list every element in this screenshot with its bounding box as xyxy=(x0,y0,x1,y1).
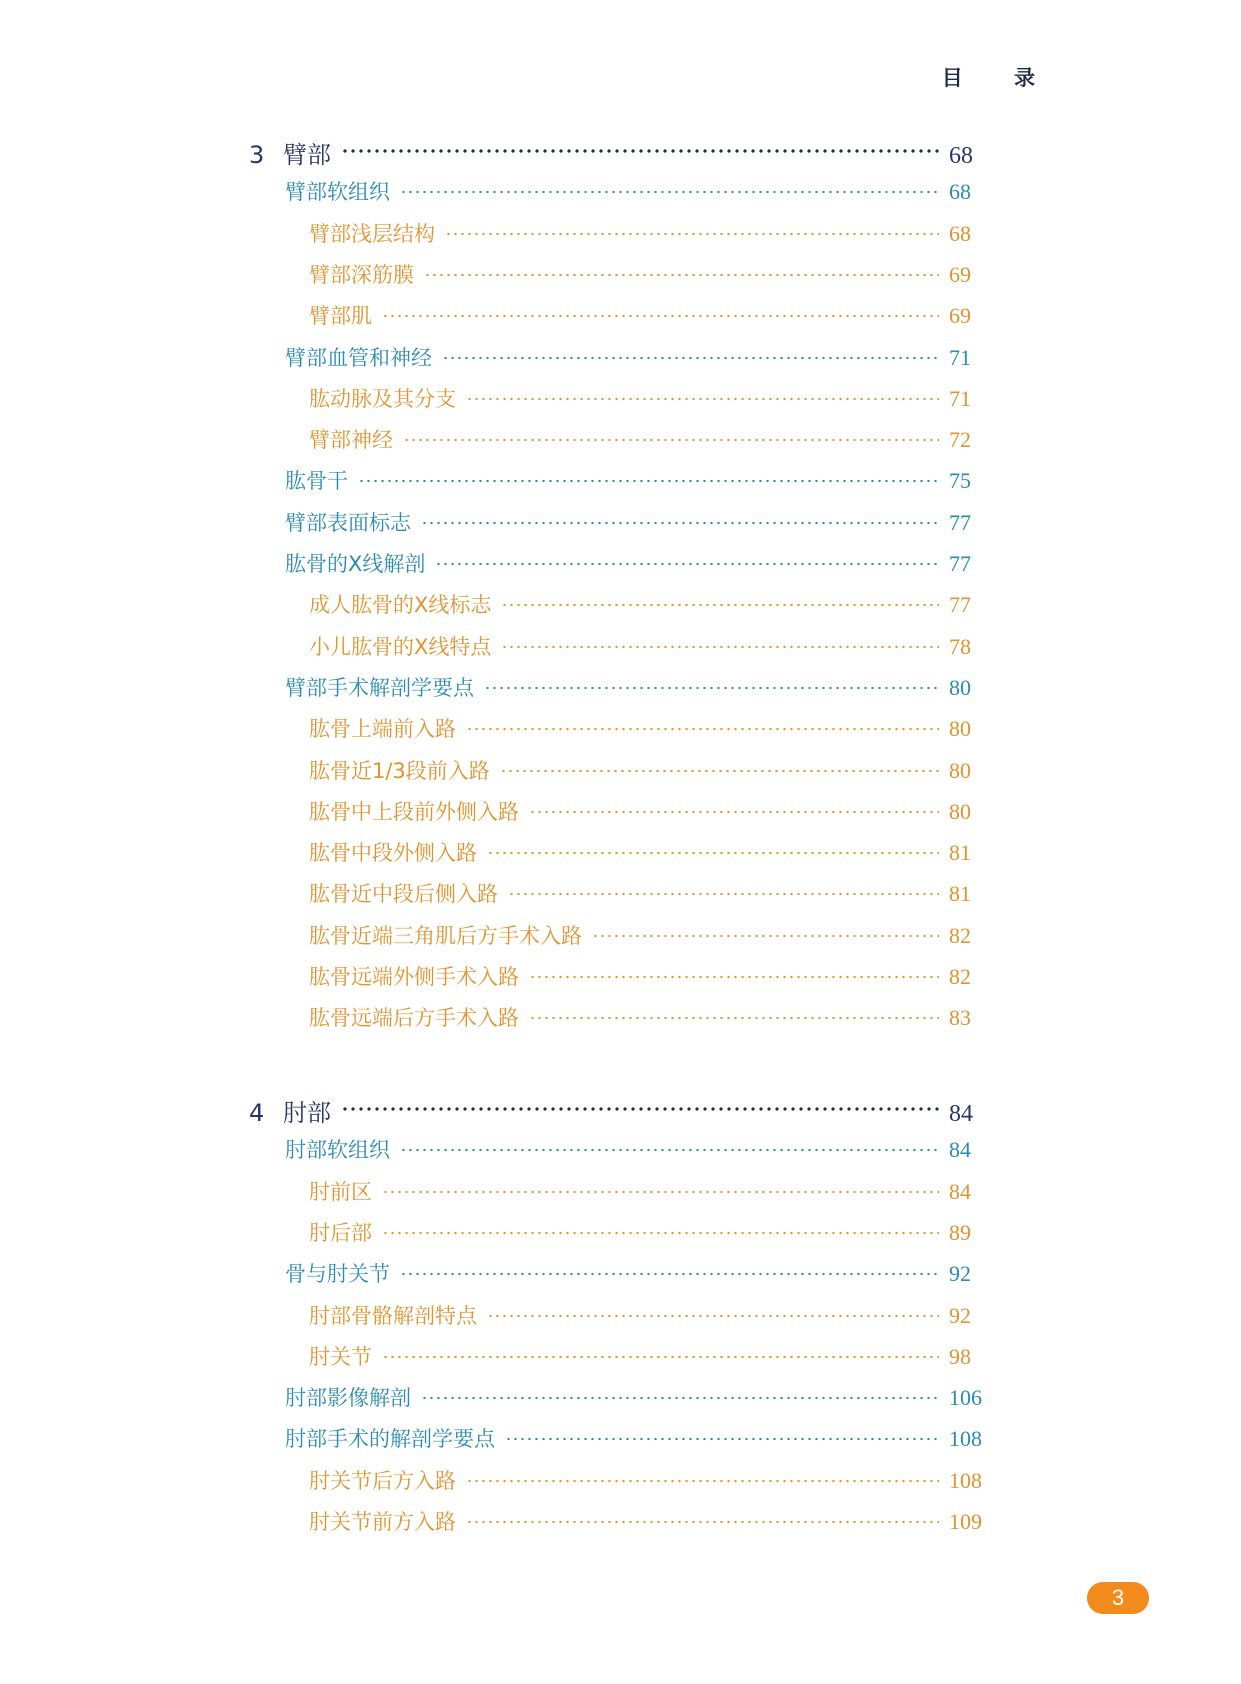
dot-leader xyxy=(403,437,939,443)
dot-leader xyxy=(382,1230,939,1236)
toc-title: 肘部软组织 xyxy=(285,1138,390,1163)
dot-leader xyxy=(501,644,939,650)
toc-page-number: 68 xyxy=(949,143,973,169)
toc-title: 肱骨远端后方手术入路 xyxy=(309,1006,519,1031)
dot-leader xyxy=(382,313,939,319)
dot-leader xyxy=(592,933,939,939)
page-number-badge: 3 xyxy=(1087,1582,1149,1614)
toc-page-number: 82 xyxy=(949,922,971,948)
chapter-number: 4 xyxy=(249,1099,265,1127)
toc-subsection[interactable] xyxy=(309,383,985,415)
toc-page-number: 69 xyxy=(949,261,971,287)
dot-leader xyxy=(487,1313,939,1319)
toc-title: 臂部深筋膜 xyxy=(309,262,414,287)
toc-title: 肱骨中上段前外侧入路 xyxy=(309,799,519,824)
toc-page-number: 80 xyxy=(949,757,971,783)
dot-leader xyxy=(341,147,939,155)
toc-page-number: 98 xyxy=(949,1343,971,1369)
toc-title: 成人肱骨的X线标志 xyxy=(309,593,492,618)
toc-subsection[interactable] xyxy=(309,878,985,910)
dot-leader xyxy=(442,355,939,361)
toc-page-number: 84 xyxy=(949,1101,973,1127)
dot-leader xyxy=(466,726,939,732)
toc-section[interactable] xyxy=(285,1134,985,1166)
toc-page-number: 71 xyxy=(949,344,971,370)
dot-leader xyxy=(424,272,939,278)
toc-title: 臂部手术解剖学要点 xyxy=(285,675,474,700)
toc-title: 臂部软组织 xyxy=(285,180,390,205)
dot-leader xyxy=(400,1147,939,1153)
dot-leader xyxy=(466,396,939,402)
dot-leader xyxy=(382,1189,939,1195)
toc-subsection[interactable] xyxy=(309,300,985,332)
dot-leader xyxy=(435,561,939,567)
dot-leader xyxy=(466,1519,939,1525)
toc-title: 肱骨远端外侧手术入路 xyxy=(309,965,519,989)
toc-title: 肘部 xyxy=(283,1099,331,1127)
toc-subsection[interactable] xyxy=(309,920,985,952)
toc-section[interactable] xyxy=(285,1423,985,1455)
dot-leader xyxy=(445,231,939,237)
toc-title: 肘前区 xyxy=(309,1179,372,1204)
toc-title: 臂部血管和神经 xyxy=(285,345,432,370)
toc-title: 肘关节 xyxy=(309,1344,372,1369)
toc-title: 肘关节前方入路 xyxy=(309,1510,456,1534)
toc-subsection[interactable] xyxy=(309,259,985,291)
dot-leader xyxy=(358,478,939,484)
dot-leader xyxy=(400,1271,939,1277)
toc-subsection[interactable] xyxy=(309,1300,985,1332)
toc-section[interactable] xyxy=(285,1258,985,1290)
toc-section[interactable] xyxy=(285,465,985,497)
toc-subsection[interactable] xyxy=(309,1002,985,1034)
dot-leader xyxy=(382,1354,939,1360)
toc-page-number: 77 xyxy=(949,592,971,618)
toc-subsection[interactable] xyxy=(309,1506,985,1538)
toc-subsection[interactable] xyxy=(309,713,985,745)
toc-page-number: 77 xyxy=(949,551,971,576)
toc-subsection[interactable] xyxy=(309,755,985,787)
toc-title: 肱骨近中段后侧入路 xyxy=(309,882,498,907)
toc-page-number: 89 xyxy=(949,1219,971,1245)
toc-title: 肱骨中段外侧入路 xyxy=(309,841,477,866)
toc-page-number: 92 xyxy=(949,1302,971,1328)
toc-page-number: 108 xyxy=(949,1467,982,1493)
toc-page-number: 80 xyxy=(949,716,971,742)
toc-page-number: 84 xyxy=(949,1137,971,1163)
toc-subsection[interactable] xyxy=(309,1465,985,1497)
toc-chapter[interactable] xyxy=(249,1093,985,1125)
toc-title: 肱骨的X线解剖 xyxy=(285,552,426,576)
dot-leader xyxy=(505,1436,939,1442)
toc-title: 骨与肘关节 xyxy=(285,1262,390,1287)
dot-leader xyxy=(487,850,939,856)
toc-subsection[interactable] xyxy=(309,837,985,869)
toc-subsection[interactable] xyxy=(309,961,985,993)
toc-title: 臂部 xyxy=(283,141,331,169)
dot-leader xyxy=(529,974,939,980)
toc-page-number: 75 xyxy=(949,468,971,494)
toc-page-number: 80 xyxy=(949,674,971,700)
toc-section[interactable] xyxy=(285,672,985,704)
toc-title: 肘部手术的解剖学要点 xyxy=(285,1427,495,1452)
toc-subsection[interactable] xyxy=(309,589,985,621)
toc-page-number: 71 xyxy=(949,385,971,411)
toc-title: 小儿肱骨的X线特点 xyxy=(309,634,492,659)
toc-page-number: 72 xyxy=(949,427,971,453)
toc-title: 肱骨近1/3段前入路 xyxy=(309,758,490,783)
dot-leader xyxy=(529,809,939,815)
dot-leader xyxy=(466,1478,939,1484)
toc-page-number: 68 xyxy=(949,220,971,246)
toc-title: 臂部神经 xyxy=(309,428,393,453)
toc-title: 肱骨上端前入路 xyxy=(309,717,456,742)
toc-page-number: 80 xyxy=(949,798,971,824)
dot-leader xyxy=(508,891,939,897)
toc-page-number: 68 xyxy=(949,179,971,205)
toc-page-number: 81 xyxy=(949,840,971,866)
dot-leader xyxy=(484,685,939,691)
dot-leader xyxy=(421,1395,939,1401)
toc-title: 臂部肌 xyxy=(309,304,372,329)
toc-subsection[interactable] xyxy=(309,1176,985,1208)
toc-section[interactable] xyxy=(285,342,985,374)
toc-subsection[interactable] xyxy=(309,796,985,828)
dot-leader xyxy=(421,520,939,526)
dot-leader xyxy=(341,1105,939,1113)
toc-title: 肱动脉及其分支 xyxy=(309,386,456,411)
toc-section[interactable] xyxy=(285,507,985,539)
toc-page-number: 92 xyxy=(949,1261,971,1287)
dot-leader xyxy=(501,602,939,608)
running-head: 目 录 xyxy=(941,66,1057,90)
toc-page-number: 81 xyxy=(949,881,971,907)
toc-title: 肘关节后方入路 xyxy=(309,1468,456,1493)
toc-page-number: 106 xyxy=(949,1385,982,1411)
toc-subsection[interactable] xyxy=(309,218,985,250)
toc-page-number: 84 xyxy=(949,1178,971,1204)
toc-title: 肘部骨骼解剖特点 xyxy=(309,1303,477,1328)
toc-subsection[interactable] xyxy=(309,1341,985,1373)
toc-title: 肱骨干 xyxy=(285,469,348,494)
toc-chapter[interactable] xyxy=(249,135,985,167)
chapter-number: 3 xyxy=(249,141,265,169)
toc-section[interactable] xyxy=(285,1382,985,1414)
toc-page-number: 69 xyxy=(949,303,971,329)
toc-title: 肘后部 xyxy=(309,1220,372,1245)
toc-title: 臂部表面标志 xyxy=(285,510,411,535)
toc-subsection[interactable] xyxy=(309,1217,985,1249)
toc-subsection[interactable] xyxy=(309,424,985,456)
toc-page-number: 82 xyxy=(949,964,971,989)
toc-title: 肱骨近端三角肌后方手术入路 xyxy=(309,923,582,948)
toc-page-number: 77 xyxy=(949,509,971,535)
toc-page-number: 83 xyxy=(949,1005,971,1031)
toc-subsection[interactable] xyxy=(309,631,985,663)
toc-section[interactable] xyxy=(285,548,985,580)
toc-title: 肘部影像解剖 xyxy=(285,1386,411,1411)
toc-page-number: 109 xyxy=(949,1509,982,1534)
dot-leader xyxy=(529,1015,939,1021)
dot-leader xyxy=(500,768,939,774)
toc-section[interactable] xyxy=(285,176,985,208)
dot-leader xyxy=(400,189,939,195)
toc-page-number: 78 xyxy=(949,633,971,659)
toc-page-number: 108 xyxy=(949,1426,982,1452)
toc-title: 臂部浅层结构 xyxy=(309,221,435,246)
